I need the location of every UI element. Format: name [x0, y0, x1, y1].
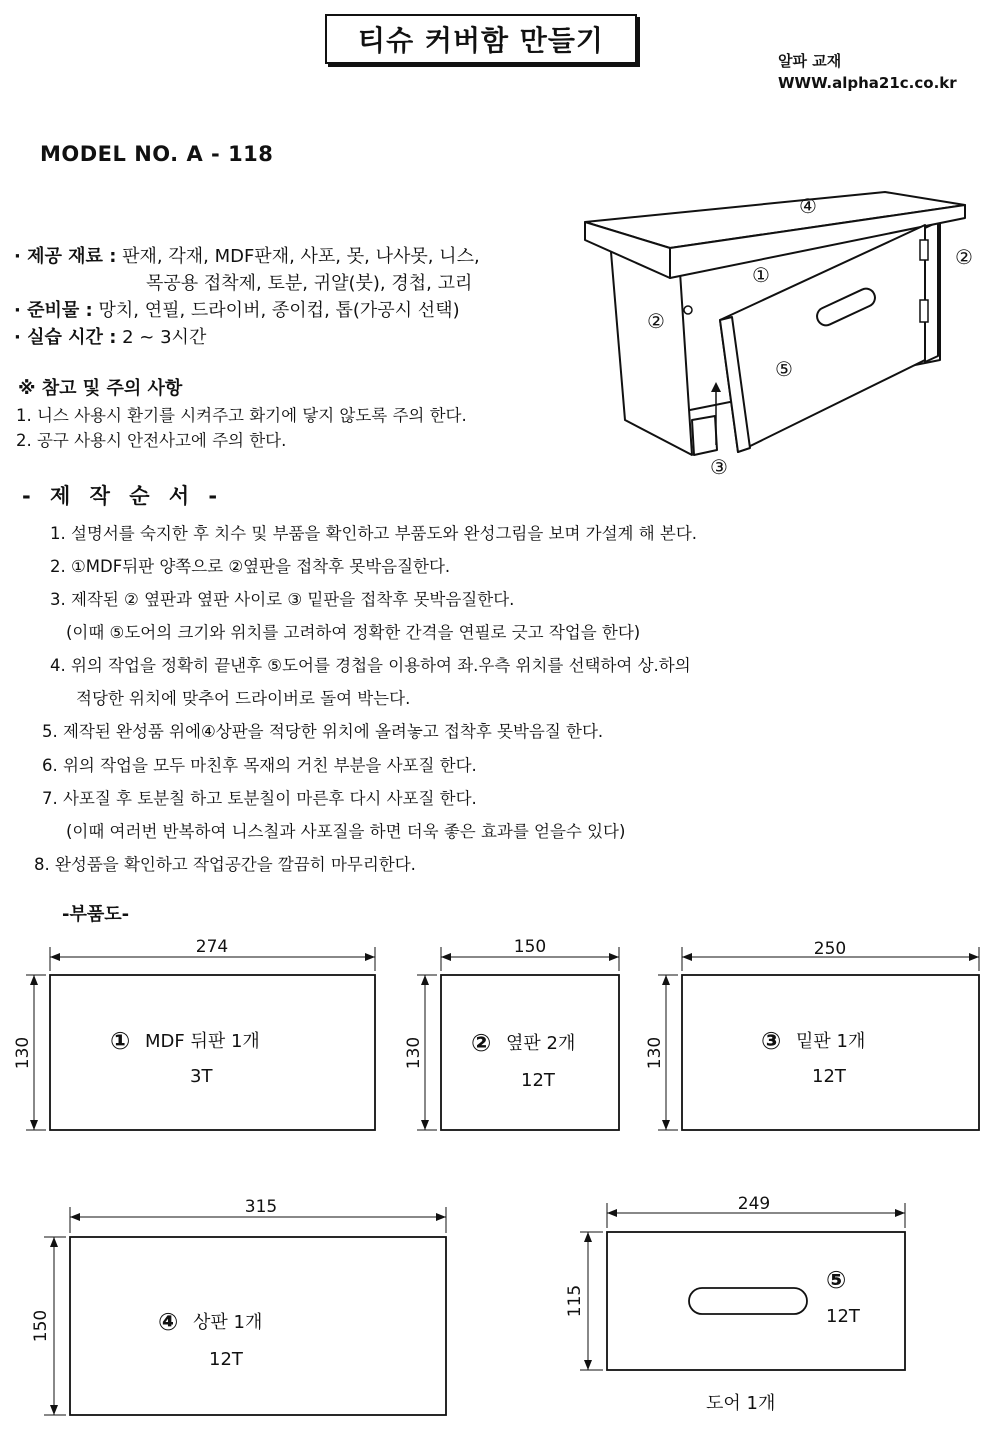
- part-name: 밑판 1개: [796, 1031, 866, 1052]
- part-thickness: 12T: [209, 1349, 243, 1370]
- part-number: ①: [110, 1027, 131, 1055]
- procedure-step: 4. 위의 작업을 정확히 끝낸후 ⑤도어를 경첩을 이용하여 좌.우측 위치를 선택하여 상.하의: [50, 656, 691, 675]
- dim-height: 130: [404, 1036, 424, 1070]
- dim-height: 130: [645, 1036, 665, 1070]
- procedure-step: 2. ①MDF뒤판 양쪽으로 ②옆판을 접착후 못박음질한다.: [50, 557, 451, 576]
- note-item: 1. 니스 사용시 환기를 시켜주고 화기에 닿지 않도록 주의 한다.: [16, 406, 467, 425]
- dim-height: 150: [31, 1309, 51, 1343]
- dim-width: 315: [244, 1197, 278, 1217]
- procedure-step: 1. 설명서를 숙지한 후 치수 및 부품을 확인하고 부품도와 완성그림을 보며 가설계 해 본다.: [50, 524, 698, 543]
- procedure-step: 5. 제작된 완성품 위에④상판을 적당한 위치에 올려놓고 접착후 못박음질 한다.: [42, 722, 604, 741]
- part-name: 옆판 2개: [506, 1033, 576, 1054]
- label-door: ⑤: [775, 357, 793, 381]
- notes-heading: ※ 참고 및 주의 사항: [18, 378, 183, 399]
- publisher-name: 알파 교재: [778, 52, 842, 70]
- label-side-left: ②: [647, 309, 665, 333]
- info-value: 2 ~ 3시간: [122, 327, 207, 348]
- procedure-heading: - 제 작 순 서 -: [22, 484, 224, 508]
- parts-drawing: [0, 925, 1000, 1439]
- publisher-url: WWW.alpha21c.co.kr: [778, 74, 957, 92]
- part-thickness: 12T: [812, 1066, 846, 1087]
- info-value: 판재, 각재, MDF판재, 사포, 못, 나사못, 니스,: [122, 246, 480, 267]
- assembly-drawing: [580, 180, 980, 490]
- procedure-step: 3. 제작된 ② 옆판과 옆판 사이로 ③ 밑판을 접착후 못박음질한다.: [50, 590, 515, 609]
- dim-width: 150: [513, 937, 547, 957]
- part-thickness: 12T: [521, 1070, 555, 1091]
- page-title: 티슈 커버함 만들기: [325, 14, 637, 64]
- procedure-step: 8. 완성품을 확인하고 작업공간을 깔끔히 마무리한다.: [34, 855, 416, 874]
- model-number: MODEL NO. A - 118: [40, 142, 274, 166]
- part-thickness: 3T: [190, 1066, 213, 1087]
- publisher-block: [778, 50, 957, 94]
- procedure-step: 적당한 위치에 맞추어 드라이버로 돌여 박는다.: [76, 689, 411, 708]
- dim-height: 115: [565, 1284, 585, 1318]
- part-caption: 도어 1개: [706, 1393, 776, 1414]
- info-materials: [14, 243, 480, 270]
- part-number: ④: [158, 1308, 179, 1336]
- part-number: ③: [761, 1027, 782, 1055]
- part-number: ②: [471, 1029, 492, 1057]
- parts-heading: -부품도-: [62, 904, 130, 925]
- info-label: · 제공 재료 :: [14, 246, 117, 267]
- info-duration: [14, 324, 206, 351]
- part-number: ⑤: [826, 1266, 847, 1294]
- dim-width: 274: [195, 937, 229, 957]
- info-label: · 실습 시간 :: [14, 327, 117, 348]
- part-name: 상판 1개: [193, 1312, 263, 1333]
- label-back: ①: [752, 263, 770, 287]
- dim-width: 250: [813, 939, 847, 959]
- label-bottom: ③: [710, 455, 728, 479]
- part-name: MDF 뒤판 1개: [145, 1031, 260, 1052]
- info-label: · 준비물 :: [14, 300, 93, 321]
- procedure-step: (이때 ⑤도어의 크기와 위치를 고려하여 정확한 간격을 연필로 긋고 작업을 한다): [66, 623, 641, 642]
- info-value: 망치, 연필, 드라이버, 종이컵, 톱(가공시 선택): [98, 300, 460, 321]
- info-materials-cont: [146, 270, 472, 297]
- info-value: 목공용 접착제, 토분, 귀얄(붓), 경첩, 고리: [146, 273, 473, 294]
- dim-width: 249: [737, 1194, 771, 1214]
- label-top: ④: [799, 194, 817, 218]
- procedure-step: 7. 사포질 후 토분칠 하고 토분칠이 마른후 다시 사포질 한다.: [42, 789, 477, 808]
- label-side-right: ②: [955, 245, 973, 269]
- procedure-step: (이때 여러번 반복하여 니스칠과 사포질을 하면 더욱 좋은 효과를 얻을수 있다): [66, 822, 626, 841]
- part-thickness: 12T: [826, 1306, 860, 1327]
- note-item: 2. 공구 사용시 안전사고에 주의 한다.: [16, 431, 287, 450]
- info-preparation: [14, 297, 460, 324]
- dim-height: 130: [13, 1036, 33, 1070]
- procedure-step: 6. 위의 작업을 모두 마친후 목재의 거친 부분을 사포질 한다.: [42, 756, 477, 775]
